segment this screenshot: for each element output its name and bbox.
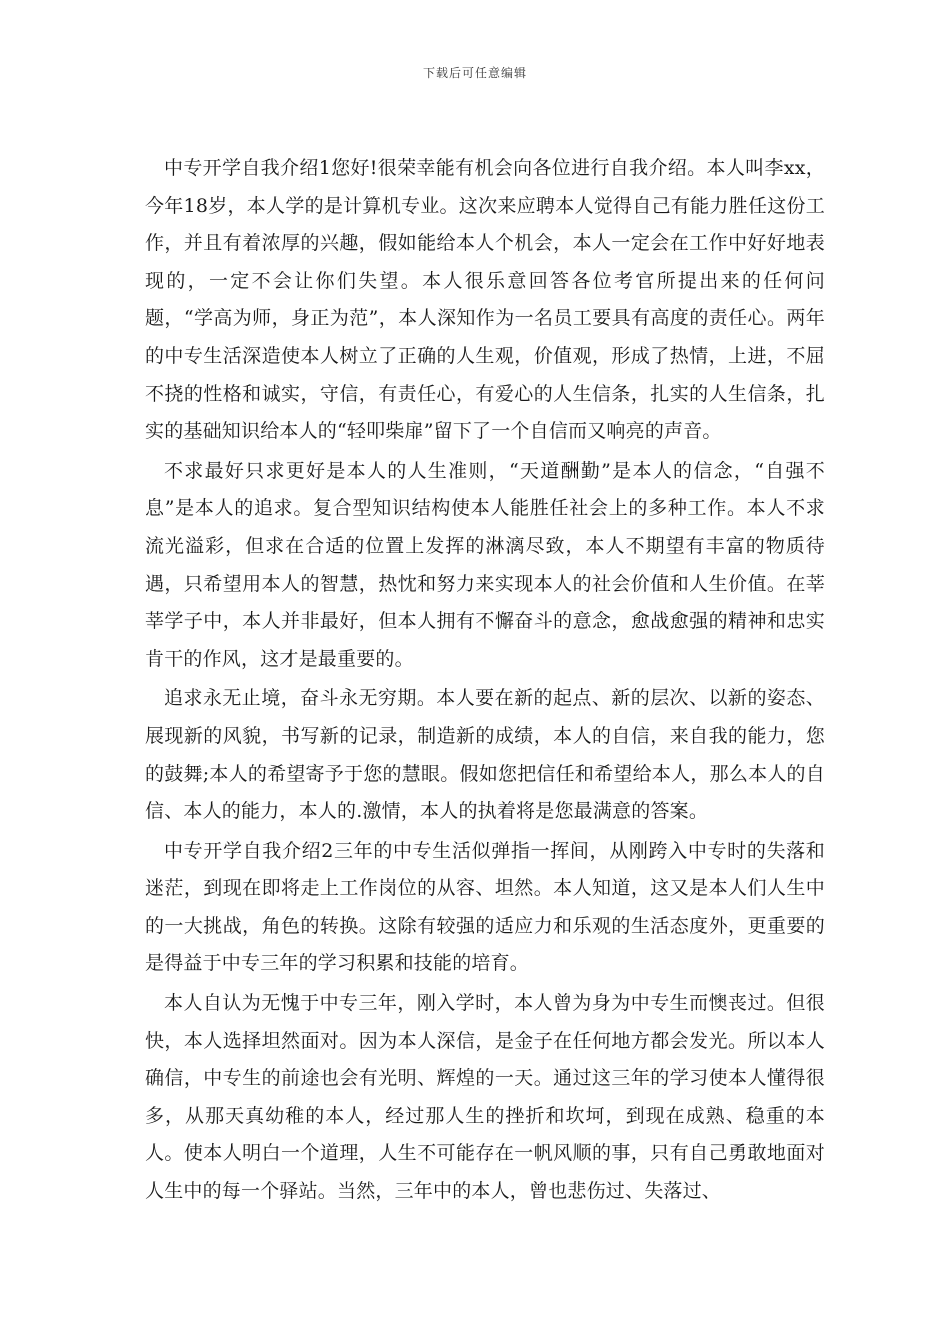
- paragraph-1: 中专开学自我介绍1您好!很荣幸能有机会向各位进行自我介绍。本人叫李xx，今年18岁，本人学的是计算机专业。这次来应聘本人觉得自己有能力胜任这份工作，并且有着浓厚的兴趣，假如能给本人个机会，本人一定会在工作中好好地表现的，一定不会让你们失望。本人很乐意回答各位考官所提出来的任何问题，“学高为师，身正为范”，本人深知作为一名员工要具有高度的责任心。两年的中专生活深造使本人树立了正确的人生观，价值观，形成了热情，上进，不屈不挠的性格和诚实，守信，有责任心，有爱心的人生信条，扎实的人生信条，扎实的基础知识给本人的“轻叩柴扉”留下了一个自信而又响亮的声音。: [145, 157, 825, 443]
- page-header: 下载后可任意编辑: [422, 66, 527, 80]
- paragraph-5: 本人自认为无愧于中专三年，刚入学时，本人曾为身为中专生而懊丧过。但很快，本人选择坦然面对。因为本人深信，是金子在任何地方都会发光。所以本人确信，中专生的前途也会有光明、辉煌的一天。通过这三年的学习使本人懂得很多，从那天真幼稚的本人，经过那人生的挫折和坎坷，到现在成熟、稳重的本人。使本人明白一个道理，人生不可能存在一帆风顺的事，只有自己勇敢地面对人生中的每一个驿站。当然，三年中的本人，曾也悲伤过、失落过、: [145, 992, 825, 1203]
- paragraph-4: 中专开学自我介绍2三年的中专生活似弹指一挥间，从刚跨入中专时的失落和迷茫，到现在即将走上工作岗位的从容、坦然。本人知道，这又是本人们人生中的一大挑战，角色的转换。这除有较强的适应力和乐观的生活态度外，更重要的是得益于中专三年的学习积累和技能的培育。: [145, 839, 825, 975]
- paragraph-2: 不求最好只求更好是本人的人生准则，“天道酬勤”是本人的信念，“自强不息”是本人的追求。复合型知识结构使本人能胜任社会上的多种工作。本人不求流光溢彩，但求在合适的位置上发挥的淋漓尽致，本人不期望有丰富的物质待遇，只希望用本人的智慧，热忱和努力来实现本人的社会价值和人生价值。在莘莘学子中，本人并非最好，但本人拥有不懈奋斗的意念，愈战愈强的精神和忠实肯干的作风，这才是最重要的。: [145, 459, 825, 670]
- document-body: [145, 150, 825, 1211]
- paragraph-3: 追求永无止境，奋斗永无穷期。本人要在新的起点、新的层次、以新的姿态、展现新的风貌，书写新的记录，制造新的成绩，本人的自信，来自我的能力，您的鼓舞;本人的希望寄予于您的慧眼。假如您把信任和希望给本人，那么本人的自信、本人的能力，本人的.激情，本人的执着将是您最满意的答案。: [145, 687, 825, 823]
